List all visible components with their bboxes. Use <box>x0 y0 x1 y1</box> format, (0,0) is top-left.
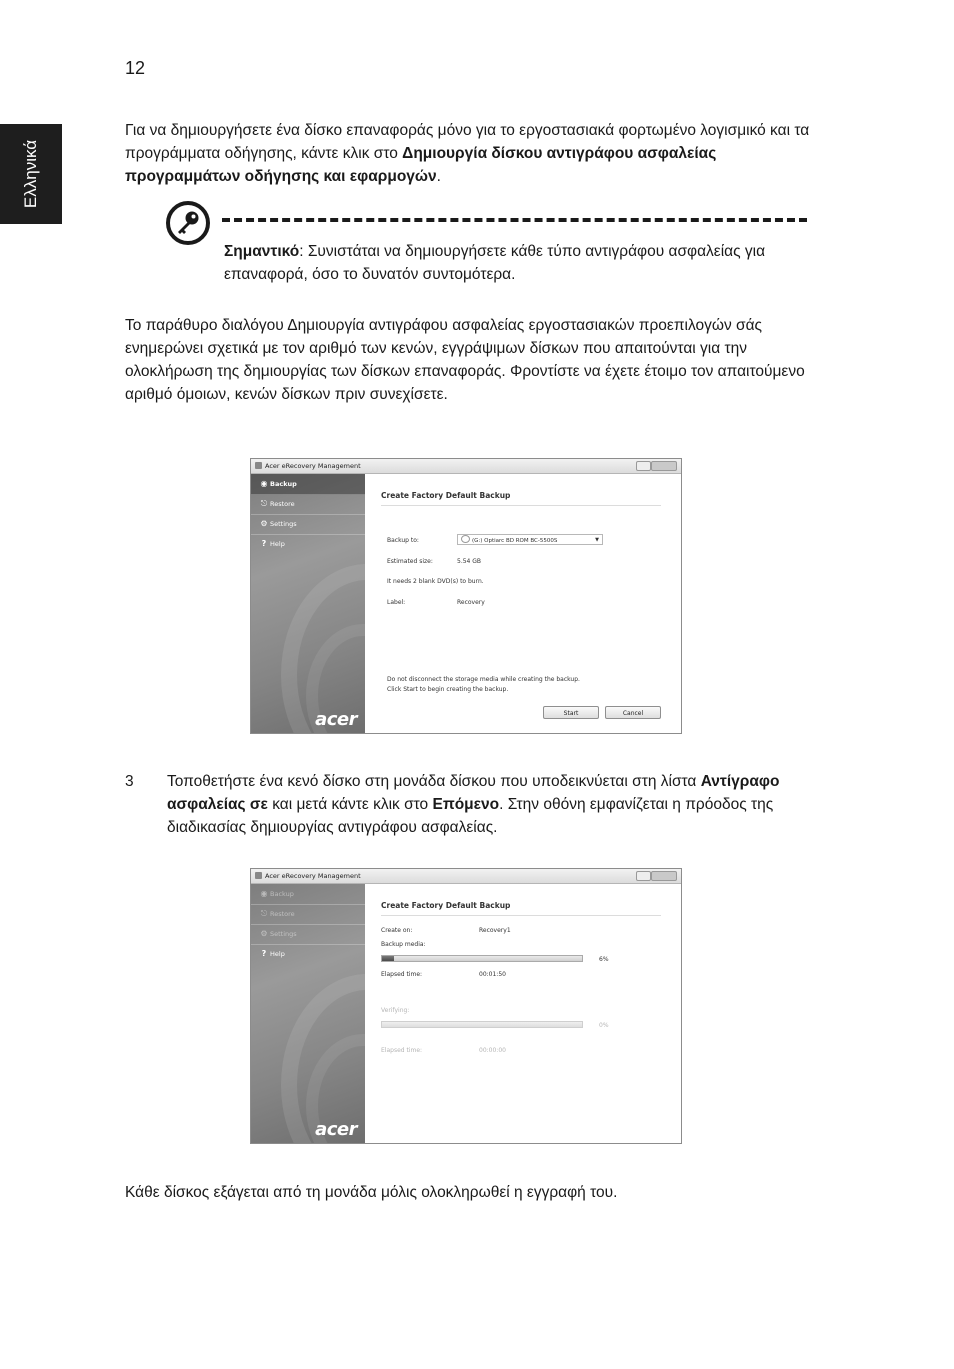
minimize-button[interactable] <box>636 871 651 881</box>
backup-progress-fill <box>382 956 394 961</box>
sidebar-item-label: Settings <box>270 930 297 938</box>
chevron-down-icon: ▼ <box>595 537 599 543</box>
close-button[interactable] <box>651 871 677 881</box>
sidebar-item-backup <box>251 884 365 905</box>
step-bold-2: Επόμενο <box>432 796 500 813</box>
backup-setup-window <box>250 458 682 734</box>
sidebar-item-label: Backup <box>270 890 294 898</box>
start-button[interactable]: Start <box>543 706 599 719</box>
step-bold-1: Αντίγραφο ασφαλείας σε <box>167 773 780 813</box>
backup-progress-bar <box>381 955 583 962</box>
backup-icon: ◉ <box>260 889 268 898</box>
minimize-button[interactable] <box>636 461 651 471</box>
intro-paragraph <box>125 119 815 188</box>
sidebar <box>251 474 365 733</box>
estimated-size-label: Estimated size: <box>387 558 433 565</box>
sidebar <box>251 884 365 1143</box>
key-icon <box>165 200 211 246</box>
sidebar-item-restore <box>251 904 365 925</box>
elapsed-time-value-2: 00:00:00 <box>479 1047 506 1054</box>
create-on-value: Recovery1 <box>479 927 511 934</box>
sidebar-item-label: Restore <box>270 500 295 508</box>
verifying-label: Verifying: <box>381 1007 410 1014</box>
restore-icon: ⎋ <box>260 499 268 508</box>
sidebar-item-restore[interactable] <box>251 494 365 515</box>
app-icon <box>255 872 262 879</box>
sidebar-item-help[interactable] <box>251 944 365 964</box>
sidebar-item-label: Restore <box>270 910 295 918</box>
note-label: Σημαντικό <box>224 243 300 260</box>
closing-paragraph: Κάθε δίσκος εξάγεται από τη μονάδα μόλις ολοκληρωθεί η εγγραφή του. <box>125 1184 618 1201</box>
step-text-3: . Στην οθόνη εμφανίζεται η πρόοδος της διαδικασίας δημιουργίας αντιγράφου ασφαλείας. <box>167 796 774 836</box>
dialog-description: Το παράθυρο διαλόγου Δημιουργία αντιγράφου ασφαλείας εργοστασιακών προεπιλογών σάς ενημερώνει σχετικά με τον αριθμό των κενών, εγγράψιμων δίσκων που απαιτούνται για την ολοκλήρωση της δημιουργίας των δίσκων επαναφοράς. Φροντίστε να έχετε έτοιμο τον απαιτούμενο αριθμό όμοιων, κενών δίσκων πριν συνεχίσετε. <box>125 317 805 403</box>
sidebar-item-label: Settings <box>270 520 297 528</box>
create-on-label: Create on: <box>381 927 413 934</box>
settings-icon: ⚙ <box>260 929 268 938</box>
elapsed-time-value: 00:01:50 <box>479 971 506 978</box>
sidebar-item-backup[interactable] <box>251 474 365 495</box>
language-tab-label: Ελληνικά <box>21 139 40 209</box>
content-pane <box>365 884 681 1143</box>
sidebar-item-settings <box>251 924 365 945</box>
intro-bold: Δημιουργία δίσκου αντιγράφου ασφαλείας προγραμμάτων οδήγησης και εφαρμογών <box>125 145 717 185</box>
cancel-button[interactable]: Cancel <box>605 706 661 719</box>
step-text-2: και μετά κάντε κλικ στο <box>267 796 433 813</box>
sidebar-item-label: Help <box>270 540 285 548</box>
window-titlebar <box>251 459 681 474</box>
sidebar-item-label: Backup <box>270 480 297 488</box>
sidebar-item-settings[interactable] <box>251 514 365 535</box>
help-icon: ? <box>261 539 267 548</box>
acer-logo: acer <box>315 709 357 730</box>
language-tab <box>0 124 62 224</box>
backup-progress-window <box>250 868 682 1144</box>
note-body: : Συνιστάται να δημιουργήσετε κάθε τύπο αντιγράφου ασφαλείας για επαναφορά, όσο το δυνατόν συντομότερα. <box>224 243 766 283</box>
step-text <box>167 770 817 839</box>
important-note <box>224 240 804 286</box>
disc-drive-icon <box>461 535 470 543</box>
close-button[interactable] <box>651 461 677 471</box>
estimated-size-value: 5.54 GB <box>457 558 482 565</box>
content-pane <box>365 474 681 733</box>
window-controls <box>636 871 677 880</box>
step-text-1: Τοποθετήστε ένα κενό δίσκο στη μονάδα δίσκου που υποδεικνύεται στη λίστα <box>167 773 701 790</box>
sidebar-item-label: Help <box>270 950 285 958</box>
settings-icon: ⚙ <box>260 519 268 528</box>
window-title: Acer eRecovery Management <box>265 462 361 470</box>
verify-percent: 0% <box>599 1022 609 1029</box>
dialog-heading: Create Factory Default Backup <box>381 901 661 916</box>
backup-media-label: Backup media: <box>381 941 426 948</box>
backup-percent: 6% <box>599 956 609 963</box>
acer-logo: acer <box>315 1119 357 1140</box>
verify-progress-bar <box>381 1021 583 1028</box>
note-divider <box>222 218 807 222</box>
dialog-heading: Create Factory Default Backup <box>381 491 661 506</box>
sidebar-item-help[interactable] <box>251 534 365 554</box>
window-titlebar <box>251 869 681 884</box>
elapsed-time-label: Elapsed time: <box>381 971 423 978</box>
intro-text: Για να δημιουργήσετε ένα δίσκο επαναφοράς μόνο για το εργοστασιακά φορτωμένο λογισμικό και τα προγράμματα οδήγησης, κάντε κλικ στο <box>125 122 810 162</box>
backup-icon: ◉ <box>260 479 268 488</box>
disc-count-text: It needs 2 blank DVD(s) to burn. <box>387 578 484 585</box>
notice-line-2: Click Start to begin creating the backup. <box>387 686 509 693</box>
restore-icon: ⎋ <box>260 909 268 918</box>
step-number: 3 <box>125 773 134 790</box>
app-icon <box>255 462 262 469</box>
intro-end: . <box>436 168 441 185</box>
page-number: 12 <box>125 58 146 78</box>
backup-to-label: Backup to: <box>387 537 419 544</box>
window-controls <box>636 461 677 470</box>
label-value: Recovery <box>457 599 485 606</box>
backup-to-value: (G:) Optiarc BD ROM BC-5500S <box>472 538 558 544</box>
help-icon: ? <box>261 949 267 958</box>
window-title: Acer eRecovery Management <box>265 872 361 880</box>
backup-to-select[interactable] <box>457 534 603 545</box>
elapsed-time-label-2: Elapsed time: <box>381 1047 423 1054</box>
label-label: Label: <box>387 599 406 606</box>
notice-line-1: Do not disconnect the storage media while creating the backup. <box>387 676 580 683</box>
